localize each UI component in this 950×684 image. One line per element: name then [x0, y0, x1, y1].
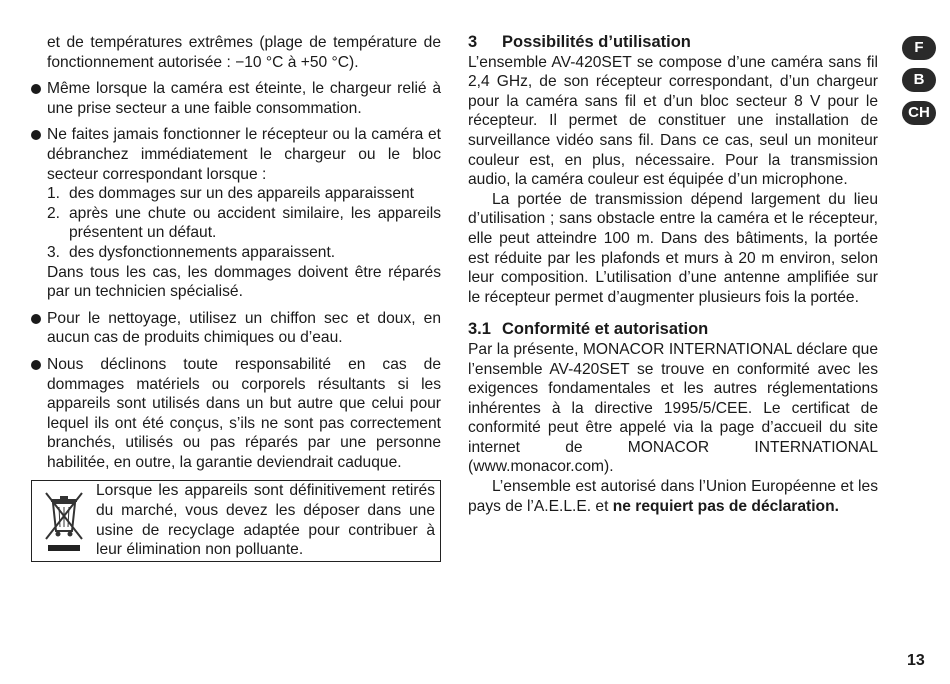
bullet-cleaning [31, 309, 441, 348]
bullet-text: Pour le nettoyage, utilisez un chiffon sec et doux, en aucun cas de produits chimiques ou d’eau. [47, 309, 441, 347]
bullet-liability [31, 355, 441, 473]
list-item [31, 243, 441, 263]
bullet-dot-icon [31, 84, 41, 94]
bullet-dot-icon [31, 360, 41, 370]
section-3-1-paragraph-2 [468, 477, 878, 516]
list-number: 3. [47, 243, 61, 261]
section-3-1-paragraph-1: Par la présente, MONACOR INTERNATIONAL déclare que l’ensemble AV-420SET se trouve en conformité avec les exigences fondamentales et les autres réglementations inhérentes à la directive 1995/5/CEE. Le certificat de conformité peut être appelé via la page d’accueil du site internet de MONACOR INTERNATIONAL (www.monacor.com). [468, 340, 878, 476]
bullet-standby-consumption [31, 79, 441, 118]
language-badge-f: F [902, 36, 936, 60]
page-number: 13 [907, 652, 925, 669]
repair-note: Dans tous les cas, les dommages doivent être réparés par un technicien spécialisé. [47, 263, 441, 301]
bullet-text: Même lorsque la caméra est éteinte, le chargeur relié à une prise secteur a une faible consommation. [47, 80, 441, 117]
list-text: des dommages sur un des appareils apparaissent [69, 185, 414, 203]
bullet-text: Nous déclinons toute responsabilité en cas de dommages matériels ou corporels résultants si les appareils sont utilisés dans un but autre que celui pour lequel ils ont été conçus, s’ils ne sont pas correctement branchés, utilisés ou pas réparés par une personne habilitée, en outre, la garantie deviendrait caduque. [47, 355, 441, 471]
crossed-out-wheelie-bin-icon [38, 487, 94, 555]
right-column [468, 33, 878, 516]
list-text: des dysfonctionnements apparaissent. [69, 243, 336, 261]
list-text: après une chute ou accident similaire, les appareils présentent un défaut. [69, 204, 441, 242]
section-number: 3 [468, 33, 478, 51]
intro-paragraph: et de températures extrêmes (plage de température de fonctionnement autorisée : −10 °C à +50 °C). [47, 34, 441, 71]
list-item [31, 184, 441, 204]
recycling-notice-box [31, 480, 441, 562]
language-badge-b: B [902, 68, 936, 92]
bullet-do-not-operate [31, 125, 441, 184]
section-3-heading [468, 33, 878, 53]
section-number: 3.1 [468, 320, 491, 339]
list-number: 2. [47, 204, 61, 222]
list-number: 1. [47, 185, 61, 203]
bullet-text: Ne faites jamais fonctionner le récepteur ou la caméra et débranchez immédiatement le chargeur ou le bloc secteur correspondant lorsque : [47, 126, 441, 183]
bullet-dot-icon [31, 130, 41, 140]
authorization-text: L’ensemble est autorisé dans l’Union Européenne et les pays de l’A.E.L.E. et [468, 478, 878, 515]
bullet-dot-icon [31, 314, 41, 324]
list-item [31, 204, 441, 243]
recycling-notice-text: Lorsque les appareils sont définitivement retirés du marché, vous devez les déposer dans une usine de recyclage adaptée pour contribuer à leur élimination non polluante. [96, 482, 435, 559]
section-3-1-heading [468, 320, 878, 340]
section-3-paragraph-1: L’ensemble AV-420SET se compose d’une caméra sans fil 2,4 GHz, de son récepteur correspondant, d’un chargeur pour la caméra sans fil et d’un bloc secteur 8 V pour le récepteur. Il permet de constituer une installation de surveillance vidéo sans fil. Dans ce cas, seul un moniteur couleur est, en plus, nécessaire. Pour la transmission audio, la caméra couleur est équipée d’un microphone. [468, 53, 878, 189]
no-declaration-text: ne requiert pas de déclaration. [612, 497, 839, 515]
section-title: Possibilités d’utilisation [502, 33, 691, 51]
language-badge-ch: CH [902, 101, 936, 125]
section-title: Conformité et autorisation [502, 320, 709, 339]
section-3-paragraph-2: La portée de transmission dépend largement du lieu d’utilisation ; sans obstacle entre la caméra et le récepteur, elle peut atteindre 100 m. Dans des bâtiments, la portée est réduite par les plafonds et murs à 20 m environ, selon leur composition. L’utilisation d’une antenne amplifiée sur le récepteur permet d’augmenter plusieurs fois la portée. [468, 190, 878, 306]
left-column [31, 33, 441, 562]
